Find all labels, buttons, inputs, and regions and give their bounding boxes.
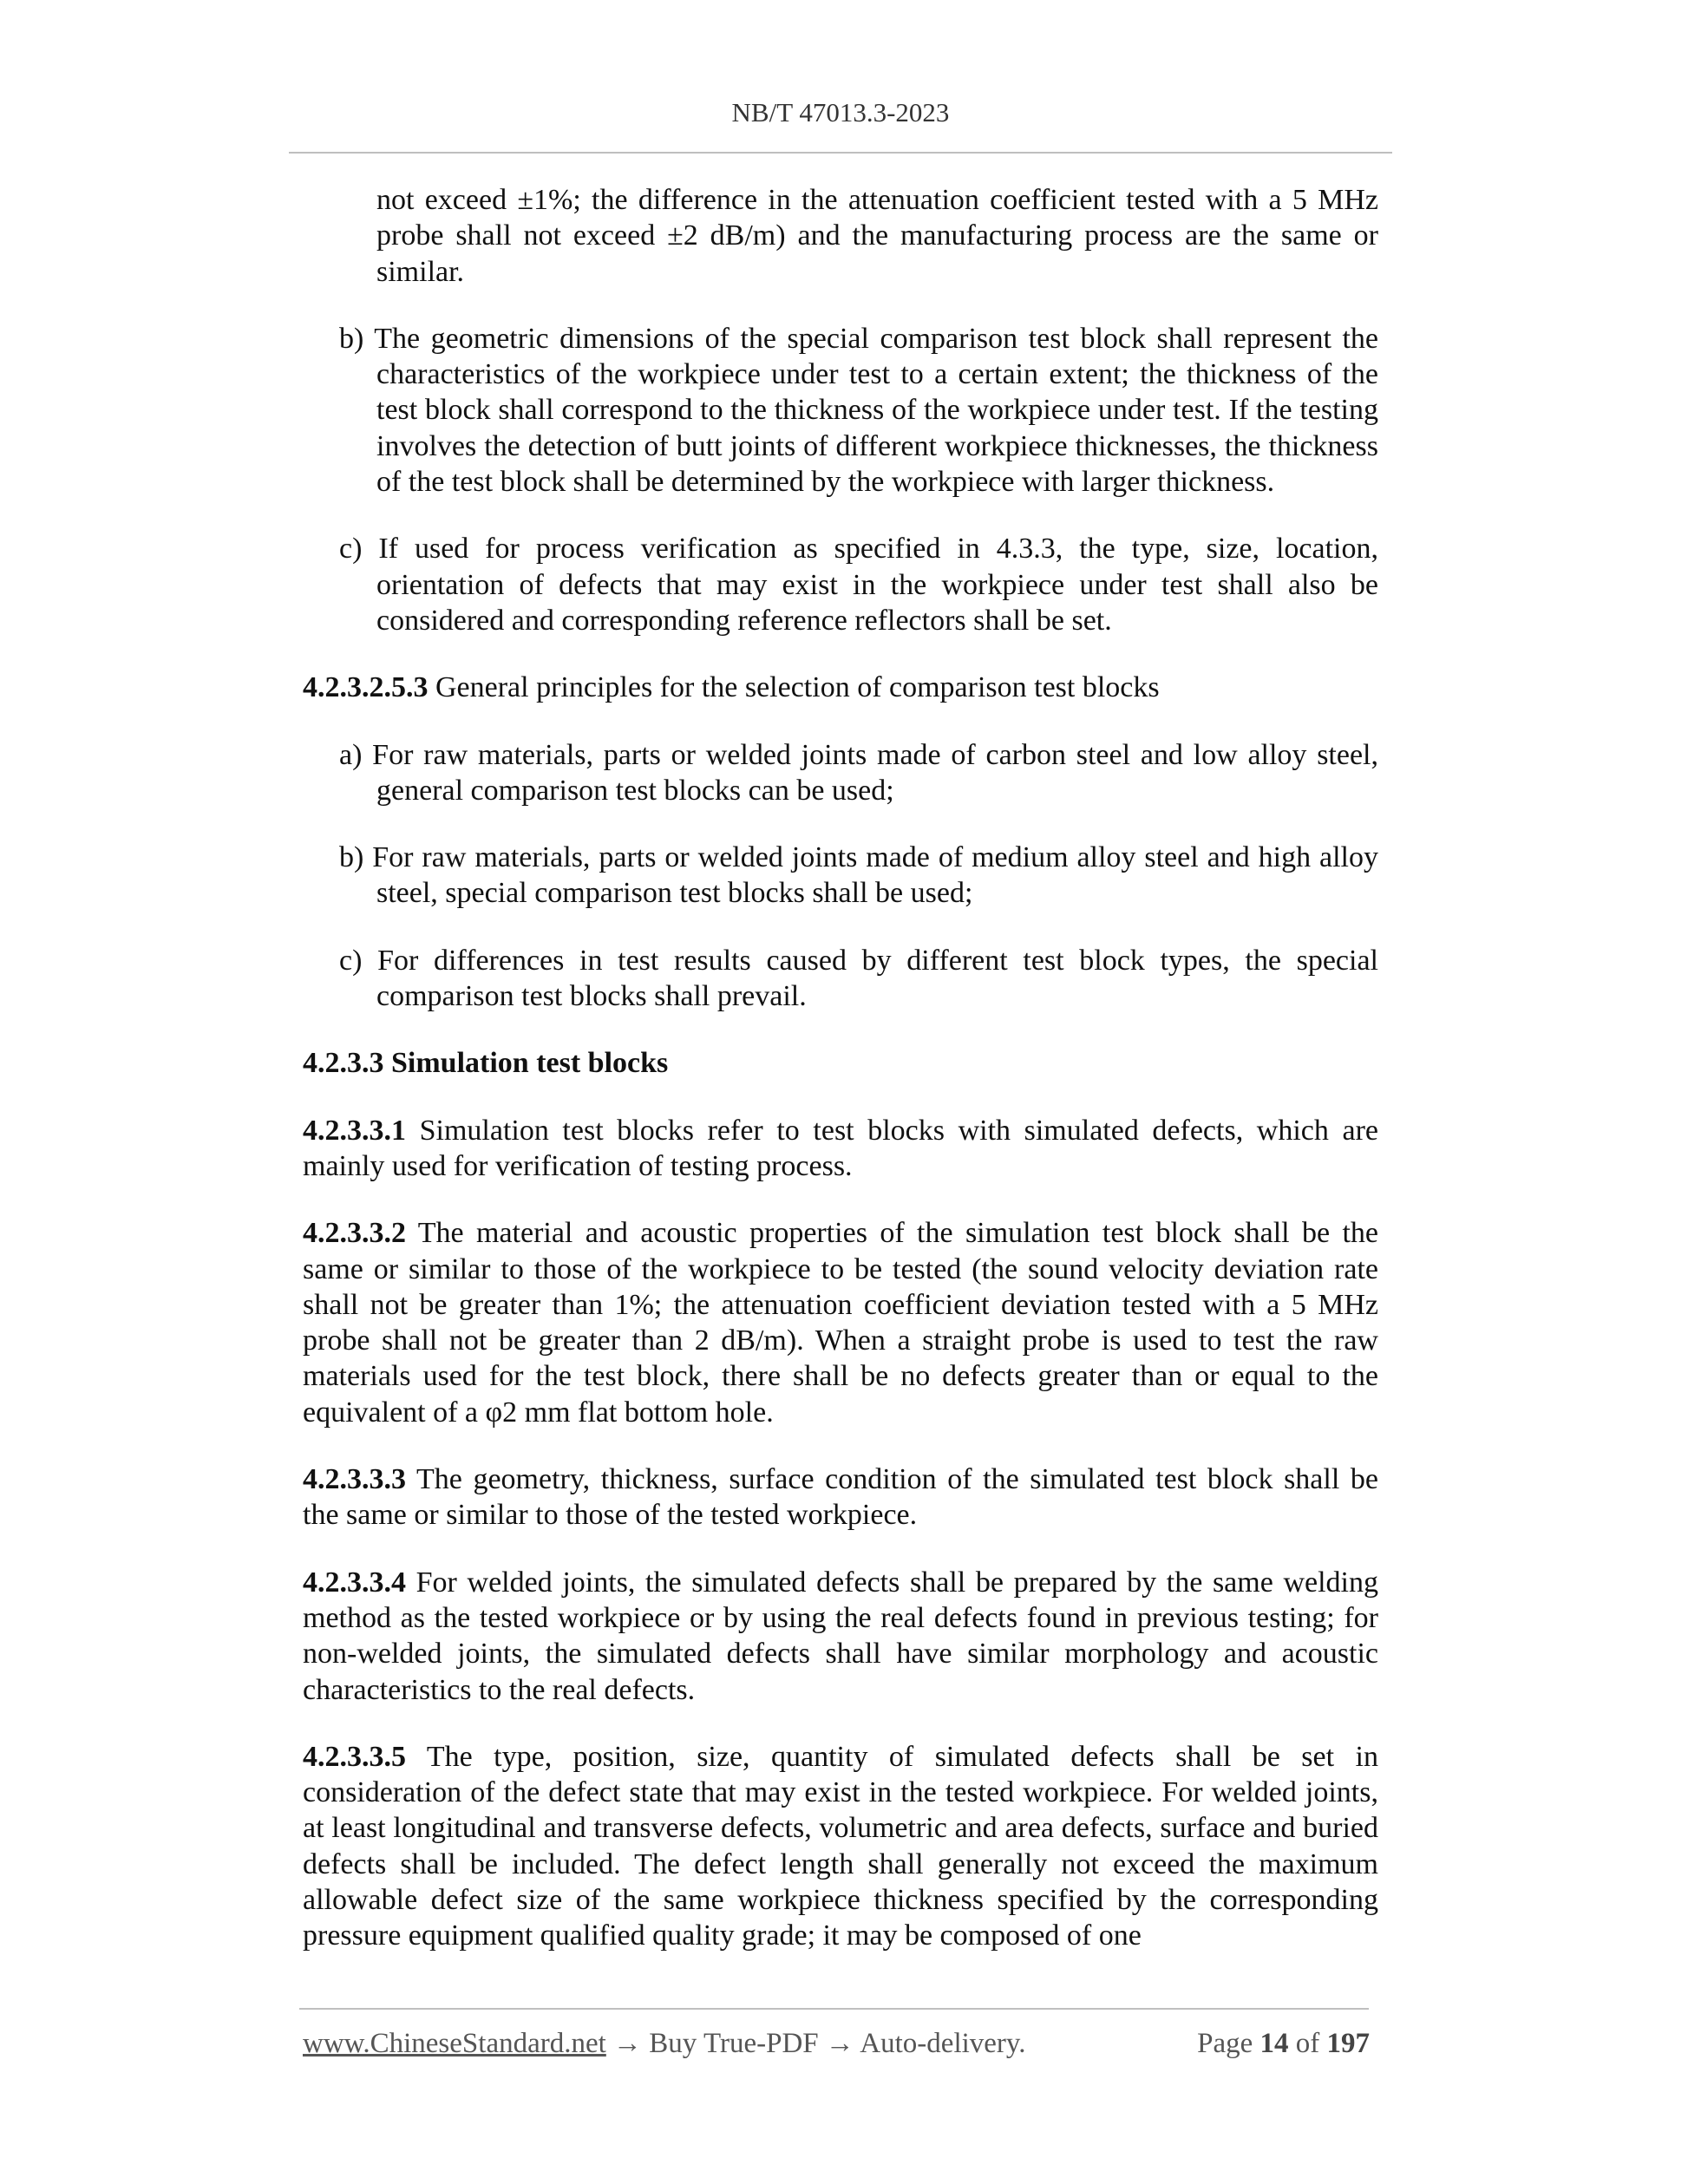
clause-number: 4.2.3.3.4 — [303, 1566, 406, 1599]
of-label: of — [1288, 2028, 1327, 2059]
list-item-b-geometric-dimensions: b) The geometric dimensions of the special comparison test block shall represent the characteristics of the workpiece under test to a certain extent; the thickness of the test block shall correspond to the thickness of the workpiece under test. If the testing involves the detection of butt joints of different workpiece thicknesses, the thickness of the test block shall be determined by the workpiece with larger thickness. — [339, 322, 1378, 499]
clause-number: 4.2.3.2.5.3 — [303, 671, 429, 704]
page-indicator — [1197, 2028, 1370, 2060]
clause-text: General principles for the selection of comparison test blocks — [428, 671, 1160, 704]
website-link[interactable]: www.ChineseStandard.net — [303, 2028, 606, 2059]
section-heading-text: 4.2.3.3 Simulation test blocks — [303, 1047, 669, 1080]
list-item-c-process-verification: c) If used for process verification as specified in 4.3.3, the type, size, location, orientation of defects that may exist in the workpiece under test shall also be considered and corresponding reference reflectors shall be set. — [339, 533, 1378, 637]
clause-text: The material and acoustic properties of the simulation test block shall be the same or similar to those of the workpiece to be tested (the sound velocity deviation rate shall not be greater than 1%; the attenuation coefficient deviation tested with a 5 MHz probe shall not be greater than 2 dB/m). When a straight probe is used to test the raw materials used for the test block, there shall be no defects greater than or equal to the equivalent of a φ2 mm flat bottom hole. — [303, 1217, 1378, 1429]
clause-text: Simulation test blocks refer to test blocks with simulated defects, which are mainly used for verification of testing process. — [303, 1114, 1378, 1182]
clause-text: The geometry, thickness, surface condition of the simulated test block shall be the same or similar to those of the tested workpiece. — [303, 1463, 1378, 1532]
list-item-b-alloy-steel: b) For raw materials, parts or welded joints made of medium alloy steel and high alloy steel, special comparison test blocks shall be used; — [339, 841, 1378, 910]
header-divider — [289, 152, 1392, 154]
clause-number: 4.2.3.3.1 — [303, 1114, 406, 1147]
clause-4-2-3-3-1 — [303, 1113, 1378, 1185]
page-footer — [303, 2028, 1370, 2066]
list-item-c-test-block-types: c) For differences in test results caused by different test block types, the special comparison test blocks shall prevail. — [339, 944, 1378, 1013]
section-heading-4-2-3-3 — [303, 1045, 1378, 1081]
clause-4-2-3-3-5 — [303, 1739, 1378, 1954]
clause-4-2-3-3-4 — [303, 1565, 1378, 1708]
footer-divider — [299, 2008, 1369, 2010]
page-header: NB/T 47013.3-2023 — [731, 97, 950, 128]
total-pages-number: 197 — [1326, 2028, 1370, 2059]
clause-text: For welded joints, the simulated defects shall be prepared by the same welding method as the tested workpiece or by using the real defects found in previous testing; for non-welded joints, the simulated defects shall have similar morphology and acoustic characteristics to the real defects. — [303, 1566, 1378, 1706]
page-label: Page — [1197, 2028, 1260, 2059]
continued-paragraph: not exceed ±1%; the difference in the attenuation coefficient tested with a 5 MHz probe shall not exceed ±2 dB/m) and the manufacturing process are the same or similar. — [376, 184, 1378, 288]
clause-number: 4.2.3.3.2 — [303, 1217, 406, 1250]
footer-promo — [303, 2028, 1026, 2060]
list-item-a-carbon-steel: a) For raw materials, parts or welded joints made of carbon steel and low alloy steel, general comparison test blocks can be used; — [339, 738, 1378, 807]
clause-4-2-3-3-2 — [303, 1215, 1378, 1430]
clause-number: 4.2.3.3.5 — [303, 1740, 406, 1773]
clause-number: 4.2.3.3.3 — [303, 1463, 406, 1496]
clause-4-2-3-2-5-3 — [303, 670, 1378, 705]
clause-text: The type, position, size, quantity of simulated defects shall be set in consideration of the defect state that may exist in the tested workpiece. For welded joints, at least longitudinal and transverse defects, volumetric and area defects, surface and buried defects shall be included. The defect length shall generally not exceed the maximum allowable defect size of the same workpiece thickness specified by the corresponding pressure equipment qualified quality grade; it may be composed of one — [303, 1740, 1378, 1952]
footer-promo-text: → Buy True-PDF → Auto-delivery. — [605, 2028, 1026, 2059]
page-content — [303, 182, 1378, 1985]
clause-4-2-3-3-3 — [303, 1461, 1378, 1533]
current-page-number: 14 — [1259, 2028, 1289, 2059]
